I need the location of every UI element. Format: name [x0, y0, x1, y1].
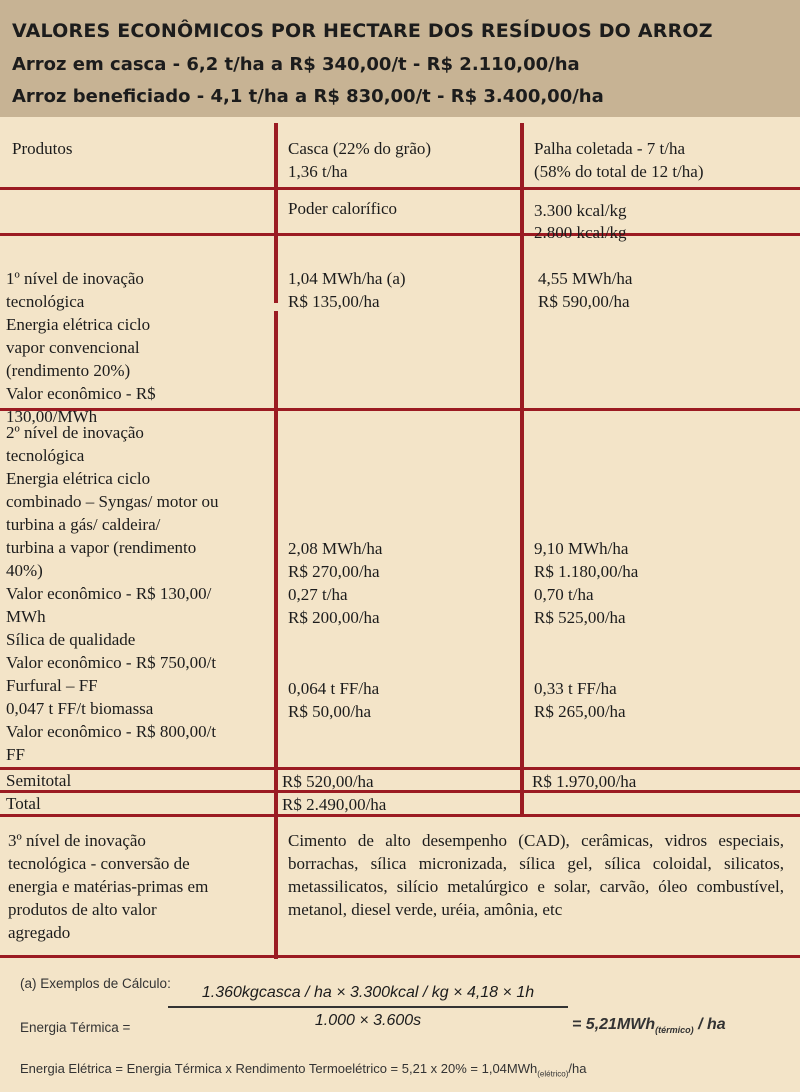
- calculation-example: [0, 958, 800, 1092]
- milled-rice-line: Arroz beneficiado - 4,1 t/ha a R$ 830,00/t - R$ 3.400,00/ha: [12, 86, 604, 107]
- fraction-bar: [168, 1006, 568, 1008]
- subtotal-label: Semitotal: [6, 771, 72, 790]
- total-label: Total: [6, 794, 41, 813]
- example-title: (a) Exemplos de Cálculo:: [20, 976, 171, 991]
- level-2-husk-furfural: 0,064 t FF/ha R$ 50,00/ha: [288, 679, 380, 721]
- column-divider-2: [520, 123, 524, 817]
- level-3-products: Cimento de alto desempenho (CAD), cerâmicas, vidros especiais, borrachas, sílica micronizada, sílica gel, sílica coloidal, silicatos, metassilicatos, silício metalúrgico e solar, carvão, óleo combustível, metanol, diesel verde, uréia, amônia, etc: [288, 831, 784, 919]
- level-1-straw-values: 4,55 MWh/ha R$ 590,00/ha: [538, 269, 633, 311]
- header-husk: Casca (22% do grão) 1,36 t/ha: [288, 139, 432, 181]
- residue-values-table: [0, 117, 800, 957]
- thermal-denominator: 1.000 × 3.600s: [314, 1012, 422, 1029]
- row-divider: [0, 233, 800, 236]
- row-divider: [0, 790, 800, 793]
- electric-energy-line: Energia Elétrica = Energia Térmica x Rendimento Termoelétrico = 5,21 x 20% = 1,04MWh$_{(elétrico)}$/ha: [20, 1061, 587, 1079]
- level-3-description: 3º nível de inovação tecnológica - conversão de energia e matérias-primas em produtos de alto valor agregado: [8, 831, 209, 942]
- header-straw: Palha coletada - 7 t/ha (58% do total de 12 t/ha): [534, 139, 704, 181]
- subtotal-straw: R$ 1.970,00/ha: [532, 772, 637, 791]
- column-divider-1: [274, 123, 278, 303]
- document-title: VALORES ECONÔMICOS POR HECTARE DOS RESÍDUOS DO ARROZ: [12, 20, 713, 42]
- level-2-straw-energy-silica: 9,10 MWh/ha R$ 1.180,00/ha 0,70 t/ha R$ 525,00/ha: [534, 539, 639, 627]
- row-divider: [0, 767, 800, 770]
- thermal-numerator: 1.360kgcasca / ha × 3.300kcal / kg × 4,18 × 1h: [201, 984, 535, 1001]
- thermal-result: = 5,21MWh$_{(térmico)}$ / ha: [572, 1016, 726, 1036]
- level-2-husk-energy-silica: 2,08 MWh/ha R$ 270,00/ha 0,27 t/ha R$ 200,00/ha: [288, 539, 383, 627]
- calorific-power-label: Poder calorífico: [288, 199, 398, 218]
- thermal-energy-fraction: [168, 984, 568, 1030]
- total-value: R$ 2.490,00/ha: [282, 795, 387, 814]
- subtotal-husk: R$ 520,00/ha: [282, 772, 374, 791]
- calorific-power-values: 3.300 kcal/kg 2.800 kcal/kg: [534, 201, 627, 242]
- paddy-rice-line: Arroz em casca - 6,2 t/ha a R$ 340,00/t - R$ 2.110,00/ha: [12, 54, 580, 75]
- row-divider: [0, 814, 800, 817]
- header-products: Produtos: [12, 139, 73, 158]
- title-band: [0, 0, 800, 117]
- level-1-husk-values: 1,04 MWh/ha (a) R$ 135,00/ha: [288, 269, 406, 311]
- level-2-description: 2º nível de inovação tecnológica Energia elétrica ciclo combinado – Syngas/ motor ou turbina a gás/ caldeira/ turbina a vapor (rendimento 40%) Valor econômico - R$ 130,00/ MWh Sílica de qualidade Valor econômico - R$ 750,00/t Furfural – FF 0,047 t FF/t biomassa Valor econômico - R$ 800,00/t FF: [6, 423, 219, 764]
- row-divider: [0, 187, 800, 190]
- thermal-energy-label: Energia Térmica =: [20, 1020, 131, 1035]
- level-1-description: 1º nível de inovação tecnológica Energia elétrica ciclo vapor convencional (rendimento 20%) Valor econômico - R$ 130,00/MWh: [6, 269, 156, 426]
- level-2-straw-furfural: 0,33 t FF/ha R$ 265,00/ha: [534, 679, 626, 721]
